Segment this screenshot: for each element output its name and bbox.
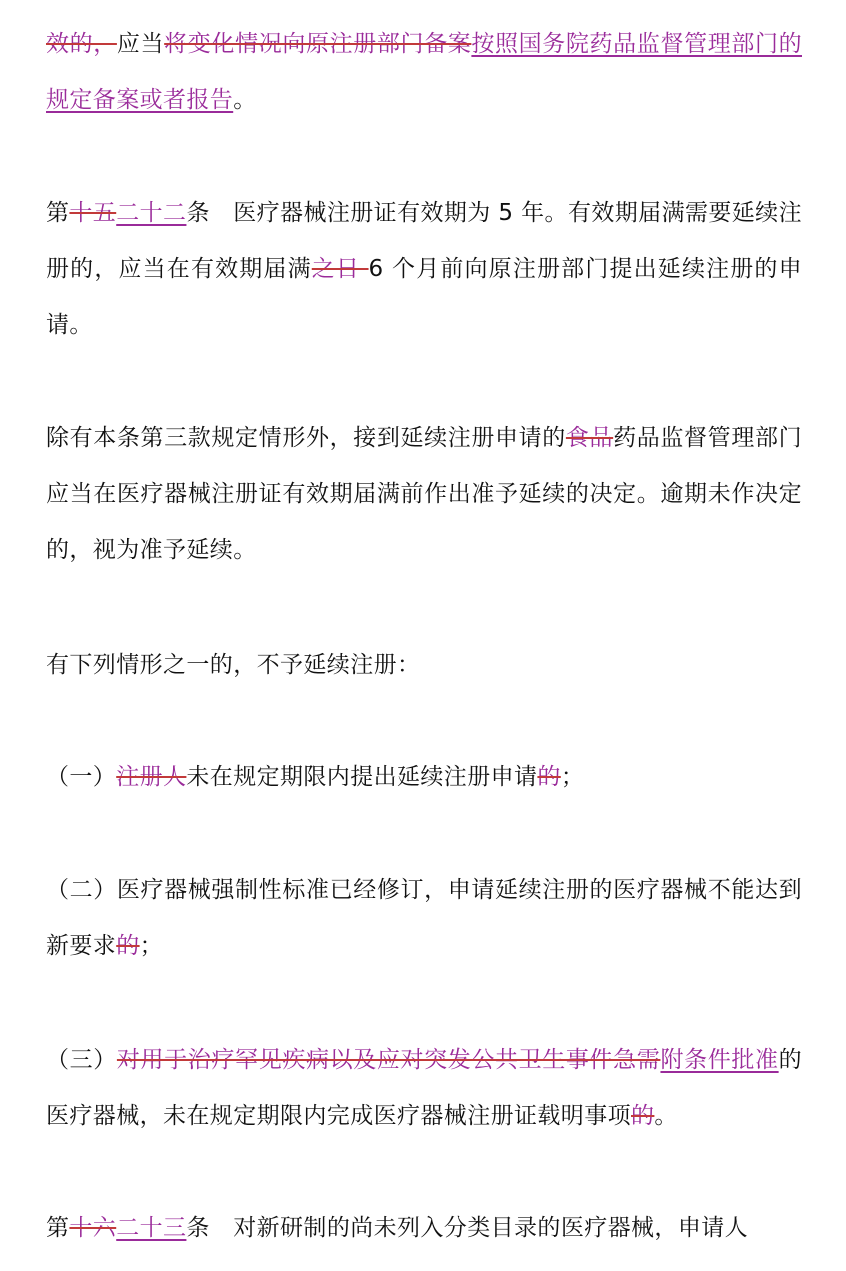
- body-text: 条 医疗器械注册证有效期为 5 年。有效期届满需要延续注册的，应当在有效期届满: [46, 200, 802, 282]
- deleted-text: 将变化情况向原注册部门备案: [164, 31, 472, 57]
- body-text: 应当: [116, 31, 165, 57]
- deleted-text: 对用于治疗罕见疾病以及应对突发公共卫生事件急需: [116, 1047, 661, 1073]
- paragraph-article-22: [46, 185, 802, 353]
- deleted-text: 食品: [565, 425, 614, 451]
- body-text: （一）: [46, 764, 117, 790]
- body-text: 药品监督管理部门应当在医疗器械注册证有效期届满前作出准予延续的决定。逾期未作决定的，视为准予延续。: [46, 425, 802, 563]
- paragraph-renewal-decision: [46, 410, 802, 578]
- body-text: 第: [46, 1215, 70, 1241]
- deleted-text: 注册人: [116, 764, 187, 790]
- body-text: （三）: [46, 1047, 117, 1073]
- paragraph-registration-change-filing: [46, 16, 802, 128]
- deleted-text: 的: [631, 1103, 655, 1129]
- deleted-text: 十六: [69, 1215, 117, 1241]
- paragraph-item-2: [46, 862, 802, 974]
- deleted-text: 的: [116, 933, 140, 959]
- inserted-text: 按照国务院药品监督管理部门的规定备案或者报告: [46, 31, 802, 113]
- body-text: 6 个月前向原注册部门提出延续注册的申请。: [46, 256, 802, 338]
- paragraph-article-23: [46, 1200, 802, 1256]
- body-text: ；: [560, 764, 585, 790]
- deleted-text: 效的，: [46, 31, 117, 57]
- deleted-text: 的: [537, 764, 561, 790]
- body-text: 。: [654, 1103, 678, 1129]
- body-text: ；: [139, 933, 164, 959]
- deleted-text: 之日: [311, 256, 369, 282]
- paragraph-item-3: [46, 1032, 802, 1144]
- body-text: 条 对新研制的尚未列入分类目录的医疗器械，申请人: [186, 1215, 749, 1241]
- deleted-text: 十五: [69, 200, 117, 226]
- inserted-text: 二十三: [116, 1215, 187, 1241]
- body-text: 有下列情形之一的，不予延续注册：: [46, 652, 421, 678]
- body-text: 。: [233, 87, 257, 113]
- paragraph-no-renewal-intro: [46, 637, 802, 693]
- inserted-text: 二十二: [116, 200, 187, 226]
- paragraph-item-1: [46, 749, 802, 805]
- body-text: 未在规定期限内提出延续注册申请: [186, 764, 538, 790]
- body-text: 的医疗器械，未在规定期限内完成医疗器械注册证载明事项: [46, 1047, 803, 1129]
- inserted-text: 附条件批准: [660, 1047, 779, 1073]
- body-text: （二）医疗器械强制性标准已经修订，申请延续注册的医疗器械不能达到新要求: [46, 877, 802, 959]
- body-text: 除有本条第三款规定情形外，接到延续注册申请的: [46, 425, 566, 451]
- body-text: 第: [46, 200, 70, 226]
